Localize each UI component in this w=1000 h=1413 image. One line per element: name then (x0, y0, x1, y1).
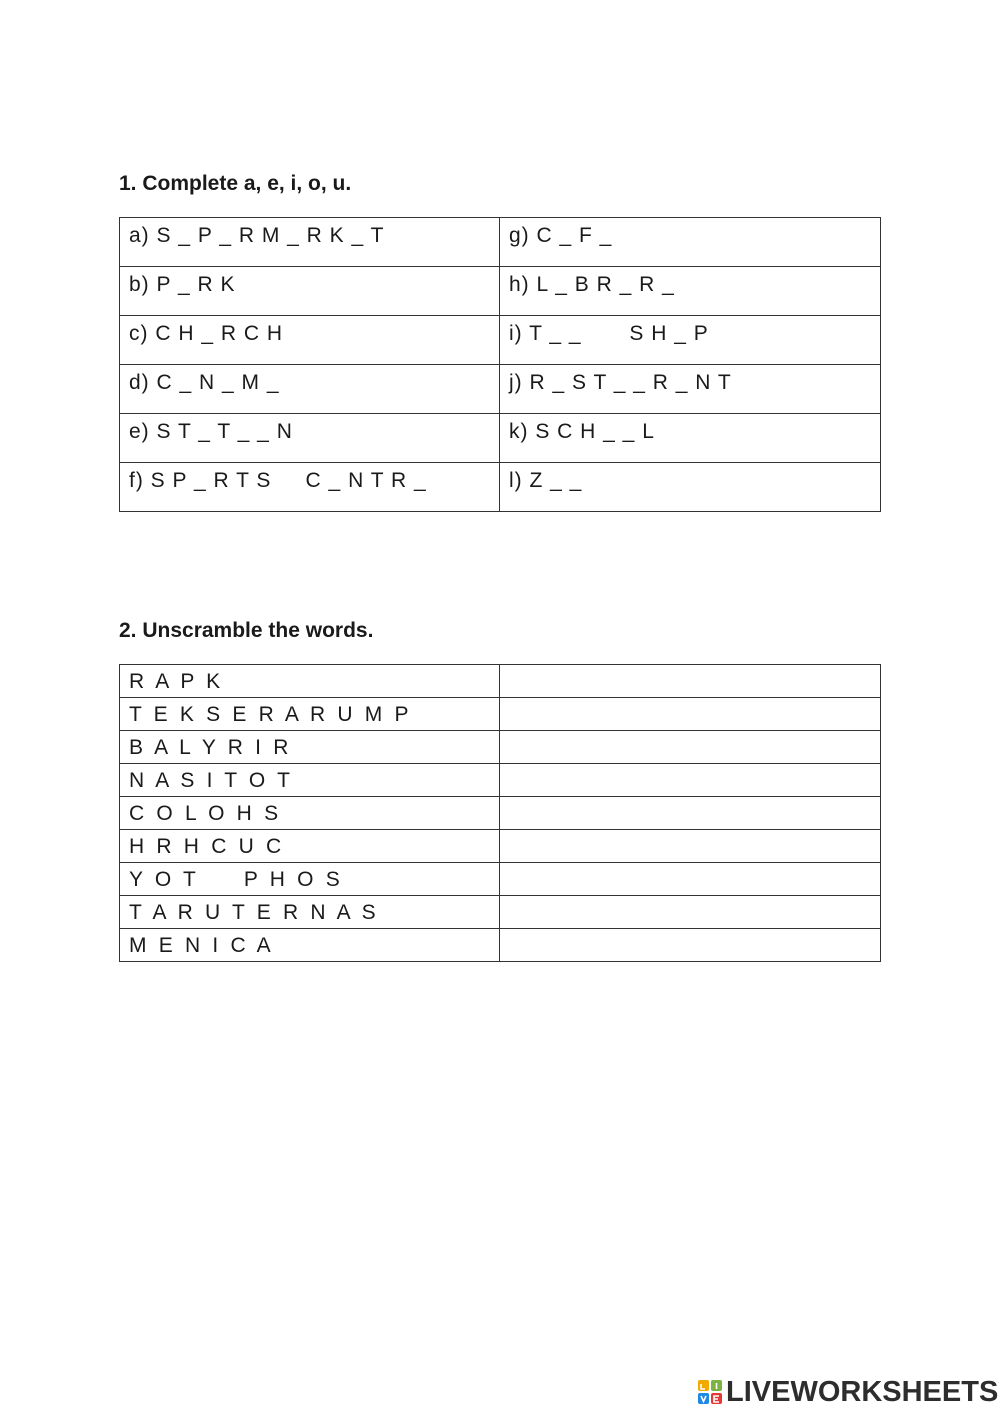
table-row (120, 896, 881, 929)
liveworksheets-brand (697, 1376, 998, 1408)
word-cell: f) S P _ R T S C _ N T R _ (120, 463, 500, 512)
answer-field[interactable] (500, 731, 881, 764)
word-cell: j) R _ S T _ _ R _ N T (500, 365, 881, 414)
word-cell: a) S _ P _ R M _ R K _ T (120, 218, 500, 267)
unscramble-table (119, 664, 881, 962)
answer-field[interactable] (500, 797, 881, 830)
table-row (120, 218, 881, 267)
exercise-1-title: 1. Complete a, e, i, o, u. (119, 172, 352, 195)
scrambled-word: T E K S E R A R U M P (120, 698, 500, 731)
table-row (120, 267, 881, 316)
table-row (120, 463, 881, 512)
word-cell: d) C _ N _ M _ (120, 365, 500, 414)
scrambled-word: H R H C U C (120, 830, 500, 863)
word-cell: b) P _ R K (120, 267, 500, 316)
word-cell: l) Z _ _ (500, 463, 881, 512)
table-row (120, 830, 881, 863)
scrambled-word: T A R U T E R N A S (120, 896, 500, 929)
answer-field[interactable] (500, 830, 881, 863)
vowel-completion-table (119, 217, 881, 512)
word-cell: k) S C H _ _ L (500, 414, 881, 463)
answer-field[interactable] (500, 764, 881, 797)
table-row (120, 316, 881, 365)
word-cell: e) S T _ T _ _ N (120, 414, 500, 463)
scrambled-word: R A P K (120, 665, 500, 698)
table-row (120, 414, 881, 463)
table-row (120, 764, 881, 797)
table-row (120, 797, 881, 830)
scrambled-word: B A L Y R I R (120, 731, 500, 764)
table-row (120, 665, 881, 698)
word-cell: i) T _ _ S H _ P (500, 316, 881, 365)
answer-field[interactable] (500, 665, 881, 698)
liveworksheets-logo-icon (697, 1379, 723, 1405)
table-row (120, 731, 881, 764)
table-row (120, 863, 881, 896)
answer-field[interactable] (500, 896, 881, 929)
answer-field[interactable] (500, 863, 881, 896)
word-cell: h) L _ B R _ R _ (500, 267, 881, 316)
word-cell: c) C H _ R C H (120, 316, 500, 365)
table-row (120, 929, 881, 962)
liveworksheets-wordmark: LIVEWORKSHEETS (726, 1375, 999, 1408)
word-cell: g) C _ F _ (500, 218, 881, 267)
scrambled-word: C O L O H S (120, 797, 500, 830)
exercise-2-title: 2. Unscramble the words. (119, 619, 374, 642)
scrambled-word: M E N I C A (120, 929, 500, 962)
scrambled-word: Y O T P H O S (120, 863, 500, 896)
answer-field[interactable] (500, 929, 881, 962)
scrambled-word: N A S I T O T (120, 764, 500, 797)
answer-field[interactable] (500, 698, 881, 731)
table-row (120, 365, 881, 414)
table-row (120, 698, 881, 731)
